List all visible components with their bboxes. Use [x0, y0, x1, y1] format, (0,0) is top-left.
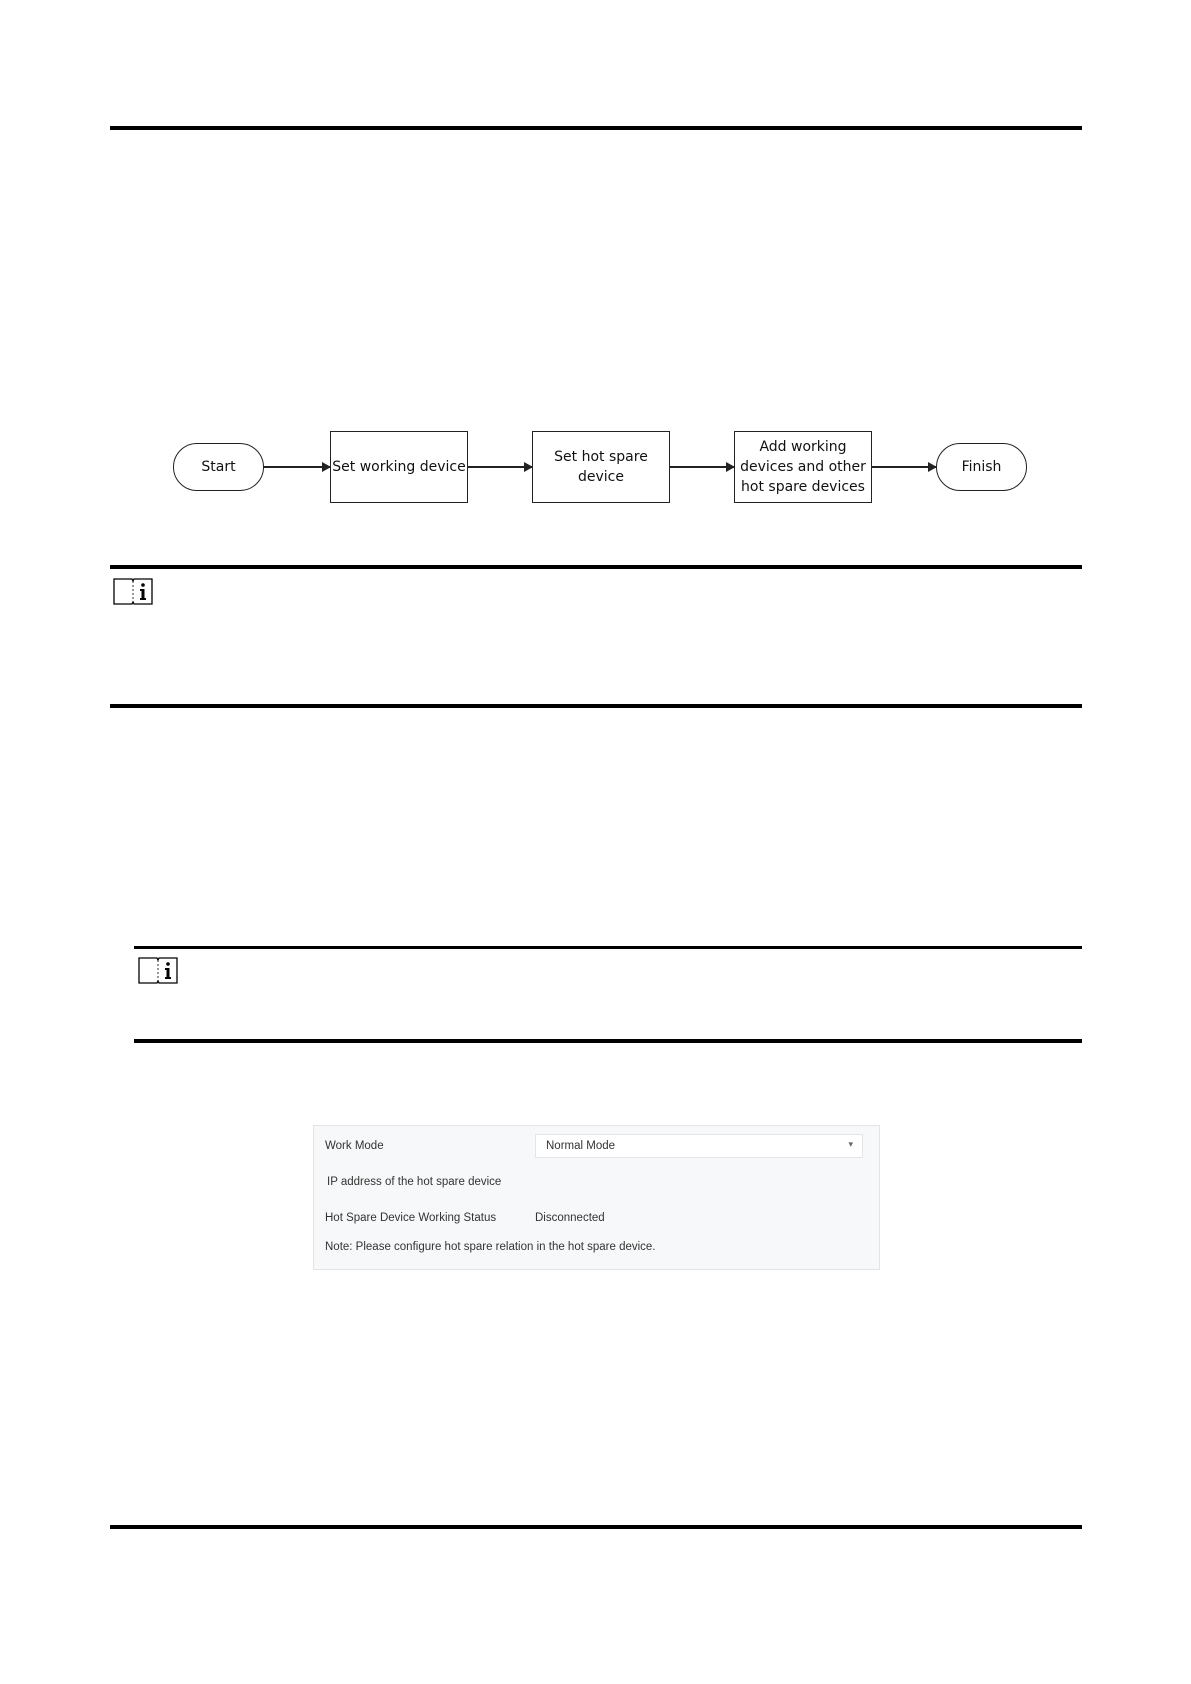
flow-start-label: Start — [201, 459, 236, 475]
work-mode-label: Work Mode — [325, 1140, 384, 1152]
note-top-rule-1 — [110, 565, 1082, 569]
flow-step1-label: Set working device — [332, 459, 466, 475]
flow-finish-label: Finish — [961, 459, 1002, 475]
header-rule — [110, 126, 1082, 130]
flow-step3-line2: devices and other — [740, 459, 866, 475]
note-bottom-rule-2 — [134, 1039, 1082, 1043]
flow-step-set-working-device — [330, 431, 468, 503]
work-mode-value: Normal Mode — [546, 1140, 616, 1152]
work-mode-select[interactable] — [535, 1134, 863, 1158]
panel-note-text: Note: Please configure hot spare relation in the hot spare device. — [325, 1241, 656, 1253]
flow-step2-line1: Set hot spare — [554, 449, 648, 465]
note-top-rule-2 — [134, 946, 1082, 949]
flow-start-node — [173, 443, 264, 491]
flow-finish-node — [936, 443, 1027, 491]
hot-spare-settings-panel — [313, 1125, 880, 1270]
note-bottom-rule-1 — [110, 704, 1082, 708]
working-status-value: Disconnected — [535, 1212, 605, 1224]
flow-step2-line2: device — [578, 469, 624, 485]
chevron-down-icon: ▾ — [848, 1139, 853, 1149]
flow-arrow-3 — [670, 466, 734, 468]
flow-step-set-hot-spare — [532, 431, 670, 503]
flow-arrow-2 — [468, 466, 532, 468]
flow-step-add-devices — [734, 431, 872, 503]
hot-spare-flowchart — [160, 420, 1030, 510]
flow-arrow-4 — [872, 466, 936, 468]
note-info-icon — [112, 576, 154, 606]
flow-step3-line3: hot spare devices — [741, 479, 865, 495]
flow-arrow-1 — [264, 466, 330, 468]
footer-rule — [110, 1525, 1082, 1529]
working-status-label: Hot Spare Device Working Status — [325, 1212, 497, 1224]
note-info-icon — [137, 955, 179, 985]
flow-step3-line1: Add working — [759, 439, 847, 455]
ip-address-label: IP address of the hot spare device — [327, 1176, 502, 1188]
